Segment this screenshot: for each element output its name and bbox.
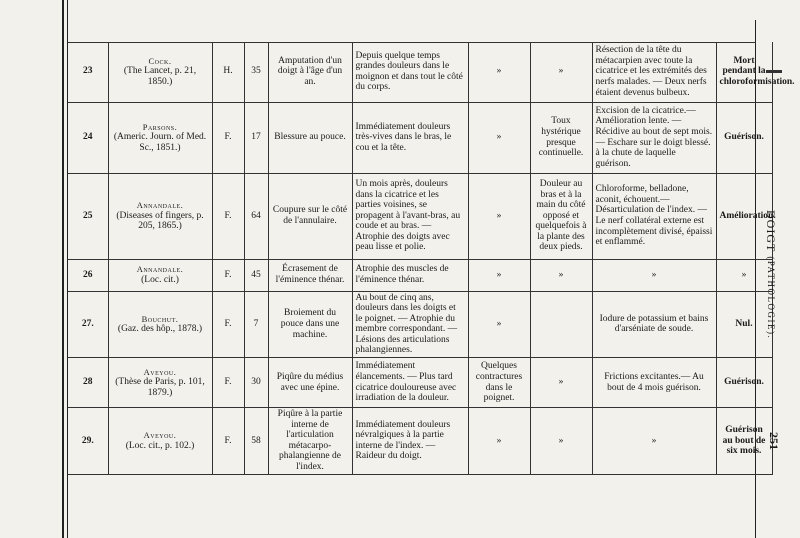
case-age: 17 <box>244 102 268 173</box>
case-sex: F. <box>212 259 244 291</box>
case-sex: F. <box>212 173 244 259</box>
case-cause: Blessure au pouce. <box>268 102 352 173</box>
case-col8: Toux hystérique presque continuelle. <box>530 102 592 173</box>
author-name: Annandale. <box>136 264 184 275</box>
case-number: 26 <box>68 259 108 291</box>
margin-mark <box>766 70 782 73</box>
left-border-line <box>62 0 64 538</box>
case-symptoms: Immédiatement douleurs névralgiques à la partie interne de l'index. — Raideur du doigt. <box>352 408 468 475</box>
case-symptoms: Immédiatement douleurs très-vives dans le bras, le cou et la tête. <box>352 102 468 173</box>
case-sex: F. <box>212 408 244 475</box>
case-col8: » <box>530 42 592 102</box>
table-row <box>68 42 772 102</box>
case-col7: » <box>468 291 530 358</box>
case-number: 24 <box>68 102 108 173</box>
author-reference: (Gaz. des hôp., 1878.) <box>117 324 203 335</box>
case-result: Guérison. <box>716 102 772 173</box>
case-number: 23 <box>68 42 108 102</box>
case-result: Guérison au bout de six mois. <box>716 408 772 475</box>
author-reference: (Loc. cit.) <box>141 275 179 285</box>
case-author <box>108 291 212 358</box>
running-title <box>763 210 778 339</box>
case-col8: Douleur au bras et à la main du côté opposé et quelquefois à la plante des deux pieds. <box>530 173 592 259</box>
case-col7: Quelques contractures dans le poignet. <box>468 358 530 408</box>
author-reference: (Diseases of fingers, p. 205, 1865.) <box>116 210 204 232</box>
table-row <box>68 173 772 259</box>
case-number: 25 <box>68 173 108 259</box>
case-author <box>108 259 212 291</box>
page-number: 251 <box>767 432 781 450</box>
author-reference: (Thèse de Paris, p. 101, 1879.) <box>115 377 205 398</box>
case-col7: » <box>468 408 530 475</box>
case-cause: Amputation d'un doigt à l'âge d'un an. <box>268 42 352 102</box>
case-age: 35 <box>244 42 268 102</box>
case-number: 29. <box>68 408 108 475</box>
case-number: 28 <box>68 358 108 408</box>
case-symptoms: Immédiatement élancements. — Plus tard cicatrice douloureuse avec irradiation de la douleur. <box>352 358 468 408</box>
case-sex: F. <box>212 291 244 358</box>
case-number: 27. <box>68 291 108 358</box>
case-author <box>108 173 212 259</box>
case-age: 7 <box>244 291 268 358</box>
case-treatment: Iodure de potassium et bains d'arséniate de soude. <box>592 291 716 358</box>
case-result: » <box>716 259 772 291</box>
case-symptoms: Un mois après, douleurs dans la cicatrice et les parties voisines, se propagent à l'avant-bras, au coude et au bras. — Atrophie des doigts avec peau lisse et polie. <box>352 173 468 259</box>
case-cause: Broiement du pouce dans une machine. <box>268 291 352 358</box>
table-row <box>68 259 772 291</box>
case-result: Mort pendant la chloroformisation. <box>716 42 772 102</box>
case-symptoms: Au bout de cinq ans, douleurs dans les doigts et le poignet. — Atrophie du membre correspondant. — Lésions des articulations phalangiennes. <box>352 291 468 358</box>
case-col7: » <box>468 173 530 259</box>
author-reference: (The Lancet, p. 21, 1850.) <box>123 66 197 88</box>
author-name: Annandale. <box>136 200 184 211</box>
case-treatment: Résection de la tête du métacarpien avec toute la cicatrice et les extrémités des nerfs malades. — Deux nerfs étaient devenus bulbeux. <box>592 42 716 102</box>
author-name: Parsons. <box>142 121 178 132</box>
case-age: 45 <box>244 259 268 291</box>
case-sex: F. <box>212 102 244 173</box>
case-symptoms: Depuis quelque temps grandes douleurs dans le moignon et dans tout le côté du corps. <box>352 42 468 102</box>
case-author <box>108 102 212 173</box>
case-result: Nul. <box>716 291 772 358</box>
running-title-main: DOIGT <box>764 210 778 253</box>
author-name: Aveyou. <box>143 366 177 377</box>
case-cause: Coupure sur le côté de l'annulaire. <box>268 173 352 259</box>
table-row <box>68 408 772 475</box>
case-author <box>108 358 212 408</box>
case-cause: Piqûre du médius avec une épine. <box>268 358 352 408</box>
author-name: Bouchut. <box>141 313 179 324</box>
author-name: Aveyou. <box>143 430 177 441</box>
case-cause: Écrasement de l'éminence thénar. <box>268 259 352 291</box>
running-title-sub: (PATHOLOGIE). <box>766 256 776 340</box>
case-col7: » <box>468 102 530 173</box>
case-symptoms: Atrophie des muscles de l'éminence thénar. <box>352 259 468 291</box>
case-author <box>108 42 212 102</box>
case-treatment: » <box>592 408 716 475</box>
case-col7: » <box>468 259 530 291</box>
case-treatment: » <box>592 259 716 291</box>
table-row <box>68 102 772 173</box>
case-col7: » <box>468 42 530 102</box>
case-cause: Piqûre à la partie interne de l'articulation métacarpo-phalangienne de l'index. <box>268 408 352 475</box>
author-reference: (Loc. cit., p. 102.) <box>125 440 195 451</box>
table-row <box>68 291 772 358</box>
case-age: 30 <box>244 358 268 408</box>
author-name: Cock. <box>148 55 172 66</box>
case-treatment: Chloroforme, belladone, aconit, échouent.— Désarticulation de l'index. — Le nerf collatéral externe est incomplètement divisé, épaissi et enflammé. <box>592 173 716 259</box>
case-col8: » <box>530 259 592 291</box>
case-result: Guérison. <box>716 358 772 408</box>
case-author <box>108 408 212 475</box>
case-treatment: Frictions excitantes.— Au bout de 4 mois guérison. <box>592 358 716 408</box>
table-row <box>68 358 772 408</box>
case-col8: » <box>530 408 592 475</box>
case-col8 <box>530 291 592 358</box>
case-age: 64 <box>244 173 268 259</box>
case-result: Amélioration. <box>716 173 772 259</box>
case-sex: F. <box>212 358 244 408</box>
case-age: 58 <box>244 408 268 475</box>
case-col8: » <box>530 358 592 408</box>
author-reference: (Americ. Journ. of Med. Sc., 1851.) <box>113 132 207 153</box>
case-treatment: Excision de la cicatrice.—Amélioration lente. — Récidive au bout de sept mois. — Eschare sur le doigt blessé. à la chute de laquelle guérison. <box>592 102 716 173</box>
case-sex: H. <box>212 42 244 102</box>
